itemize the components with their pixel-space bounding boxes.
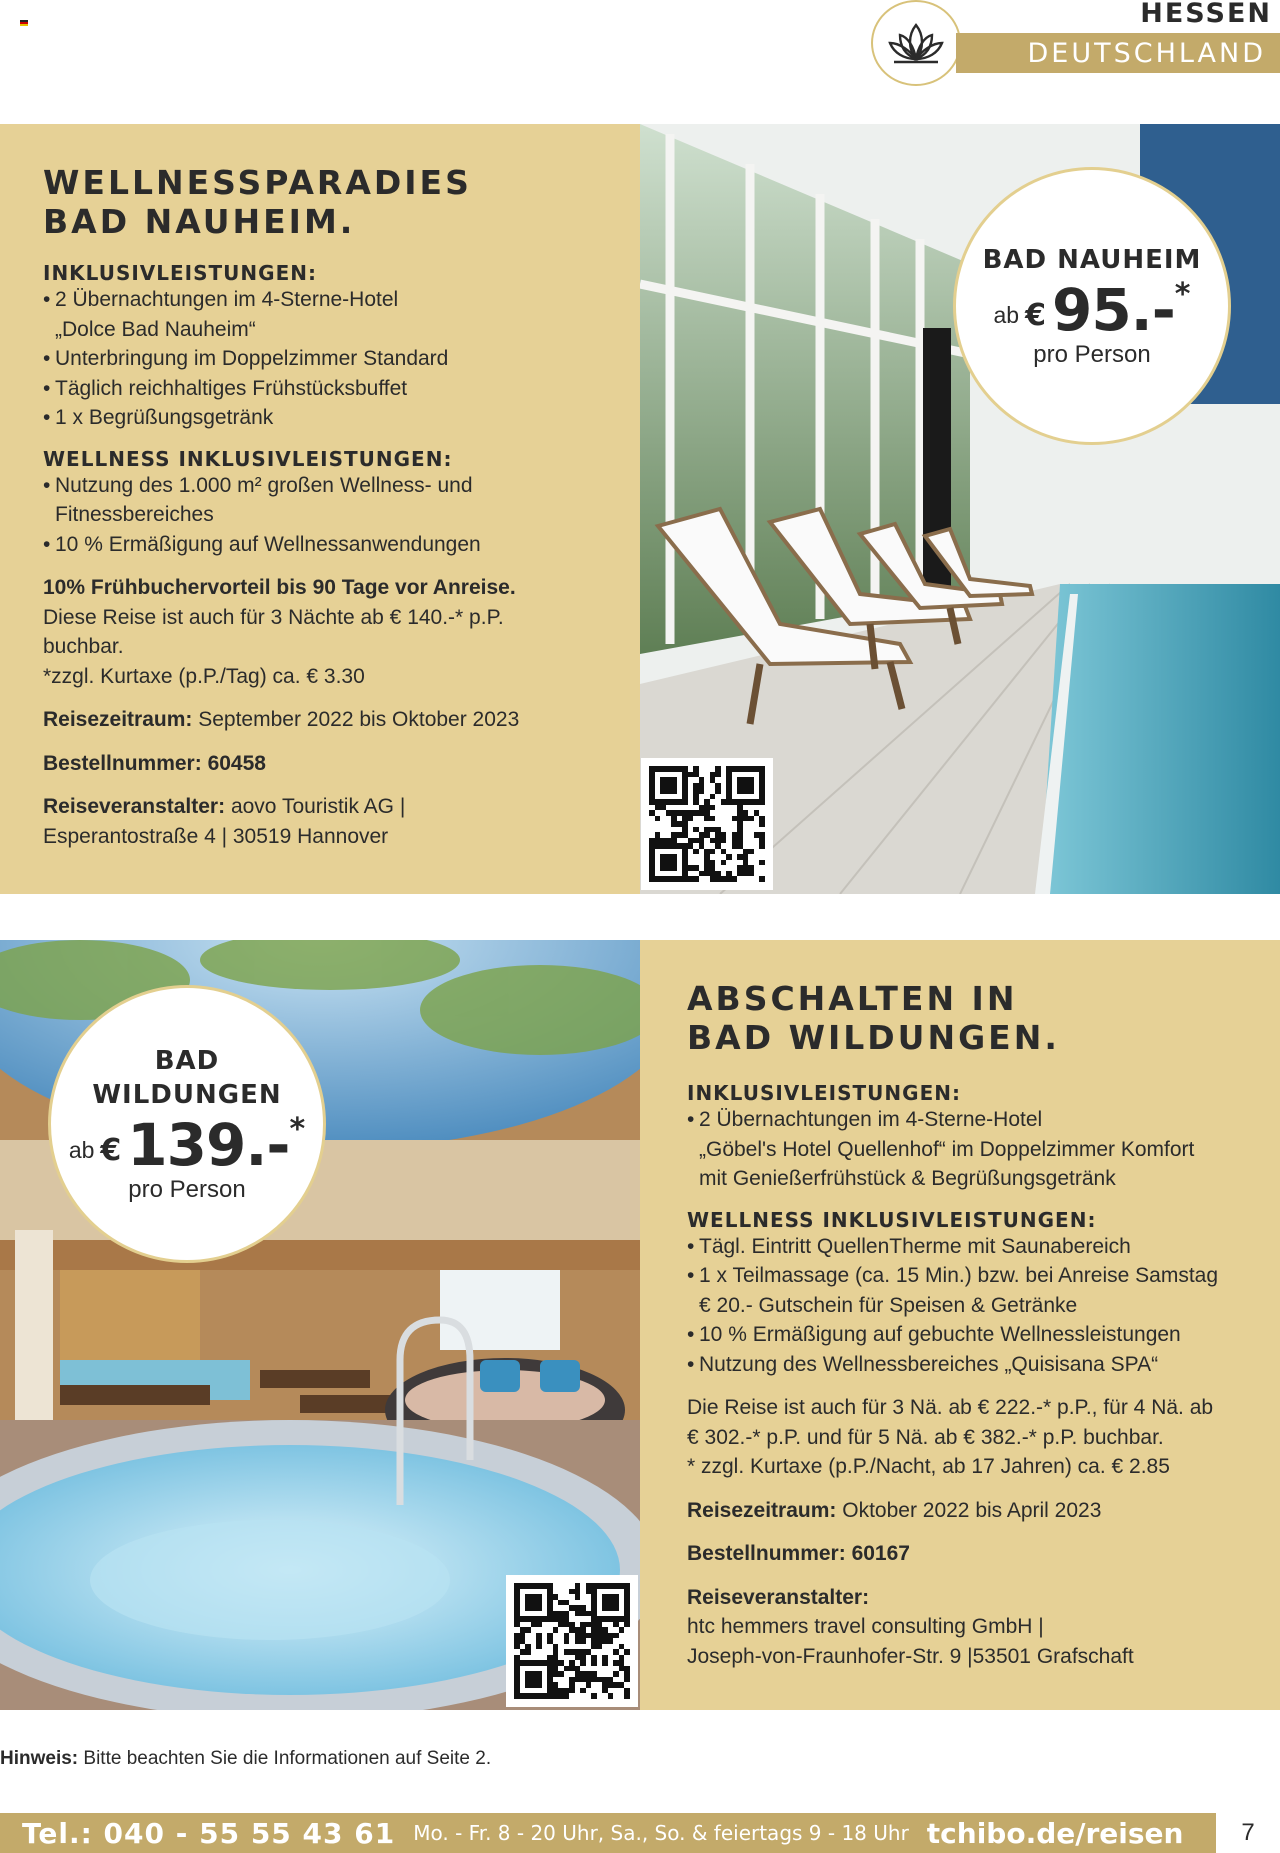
offer2-incl-heading: INKLUSIVLEISTUNGEN:: [687, 1081, 961, 1105]
offer2-period: Reisezeitraum: Oktober 2022 bis April 2023: [687, 1498, 1102, 1522]
price-prefix: ab: [68, 1137, 95, 1163]
offer1-title-line1: WELLNESSPARADIES: [43, 163, 472, 202]
offer2-wellness-heading: WELLNESS INKLUSIVLEISTUNGEN:: [687, 1207, 1097, 1232]
offer1-qr-code[interactable]: [641, 758, 773, 890]
price-per-person: pro Person: [128, 1176, 246, 1203]
price-city: [92, 1044, 281, 1112]
offer2-title-line2: BAD WILDUNGEN.: [687, 1018, 1060, 1057]
offer1-order-number: Bestellnummer: 60458: [43, 751, 266, 775]
price-currency: €: [1025, 298, 1046, 333]
hint-label: Hinweis:: [0, 1748, 79, 1769]
price-amount: 95.-: [1051, 276, 1175, 344]
offer2-extra-line: Die Reise ist auch für 3 Nä. ab € 222.-* p.P., für 4 Nä. ab: [687, 1396, 1214, 1419]
list-item: • 2 Übernachtungen im 4-Sterne-Hotel: [687, 1108, 1043, 1131]
price-amount: 139.-: [127, 1111, 290, 1179]
price-currency: €: [100, 1133, 122, 1168]
price-city: BAD NAUHEIM: [982, 245, 1202, 275]
qr-code-icon: [649, 766, 765, 882]
offer2-content: [687, 979, 1277, 1671]
hint-note: [0, 1748, 491, 1770]
offer2-extra-line: € 302.-* p.P. und für 5 Nä. ab € 382.-* p.P. buchbar.: [687, 1425, 1164, 1449]
offer1-early-bird: 10% Frühbuchervorteil bis 90 Tage vor Anreise.: [43, 576, 516, 599]
offer1-title: [43, 163, 633, 241]
german-flag-icon: [20, 20, 28, 26]
price-per-person: pro Person: [1033, 341, 1151, 368]
price-asterisk: *: [289, 1112, 306, 1147]
offer1-incl-heading: INKLUSIVLEISTUNGEN:: [43, 261, 317, 285]
offer2-title-line1: ABSCHALTEN IN: [687, 979, 1018, 1018]
list-item: mit Genießerfrühstück & Begrüßungsgetränk: [699, 1167, 1116, 1190]
offer2-operator: htc hemmers travel consulting GmbH |: [687, 1615, 1044, 1638]
offer2-price-badge: [48, 985, 326, 1263]
offer2-extra-line: * zzgl. Kurtaxe (p.P./Nacht, ab 17 Jahren) ca. € 2.85: [687, 1455, 1170, 1478]
offer1-period: Reisezeitraum: September 2022 bis Oktober 2023: [43, 708, 520, 731]
list-item: • Unterbringung im Doppelzimmer Standard: [43, 347, 449, 370]
list-item: • Täglich reichhaltiges Frühstücksbuffet: [43, 376, 408, 400]
offer2-title: [687, 979, 1277, 1057]
price-row: [68, 1111, 306, 1179]
list-item: • 1 x Teilmassage (ca. 15 Min.) bzw. bei Anreise Samstag: [687, 1264, 1219, 1287]
list-item: • Nutzung des Wellnessbereiches „Quisisana SPA“: [687, 1352, 1159, 1376]
footer-bar: [0, 1813, 1280, 1853]
offer2-operator-label: Reiseveranstalter:: [687, 1585, 870, 1609]
price-city-line1: BAD: [154, 1046, 220, 1076]
list-item: • Nutzung des 1.000 m² großen Wellness- und: [43, 473, 473, 497]
offer1-extra-line: Diese Reise ist auch für 3 Nächte ab € 140.-* p.P.: [43, 605, 504, 629]
footer-phone[interactable]: Tel.: 040 - 55 55 43 61: [22, 1816, 396, 1850]
offer2-operator-address: Joseph-von-Fraunhofer-Str. 9 |53501 Grafschaft: [687, 1644, 1134, 1668]
list-item: „Göbel's Hotel Quellenhof“ im Doppelzimmer Komfort: [699, 1137, 1195, 1161]
price-prefix: ab: [993, 302, 1020, 328]
offer1-operator: Reiseveranstalter: aovo Touristik AG |: [43, 795, 406, 818]
list-item: • Tägl. Eintritt QuellenTherme mit Saunabereich: [687, 1234, 1131, 1258]
offer1-operator-address: Esperantostraße 4 | 30519 Hannover: [43, 824, 389, 848]
offer1-price-badge: [953, 167, 1231, 445]
list-item: • 10 % Ermäßigung auf gebuchte Wellnessleistungen: [687, 1323, 1181, 1346]
country-label: DEUTSCHLAND: [1027, 37, 1266, 69]
price-city-line2: WILDUNGEN: [92, 1080, 282, 1110]
list-item: • 1 x Begrüßungsgetränk: [43, 406, 274, 429]
offer2-qr-code[interactable]: [506, 1575, 638, 1707]
offer1-wellness-heading: WELLNESS INKLUSIVLEISTUNGEN:: [43, 446, 453, 471]
list-item: „Dolce Bad Nauheim“: [55, 317, 256, 341]
offer2-order-number: Bestellnummer: 60167: [687, 1542, 910, 1565]
page-number: 7: [1216, 1813, 1280, 1853]
list-item: • 10 % Ermäßigung auf Wellnessanwendungen: [43, 532, 481, 556]
price-row: [993, 276, 1191, 344]
country-banner: [956, 33, 1280, 73]
lotus-icon: [884, 21, 948, 65]
footer-website-link[interactable]: tchibo.de/reisen: [926, 1816, 1184, 1850]
offer1-extra-line: *zzgl. Kurtaxe (p.P./Tag) ca. € 3.30: [43, 664, 365, 688]
region-heading: HESSEN: [1140, 0, 1272, 29]
qr-code-icon: [514, 1583, 630, 1699]
list-item: € 20.- Gutschein für Speisen & Getränke: [699, 1293, 1078, 1317]
offer1-extra-line: buchbar.: [43, 635, 124, 658]
offer1-content: [43, 163, 633, 851]
lotus-logo: [871, 0, 961, 86]
footer-hours: Mo. - Fr. 8 - 20 Uhr, Sa., So. & feiertags 9 - 18 Uhr: [413, 1821, 909, 1845]
list-item: Fitnessbereiches: [55, 503, 214, 526]
offer1-title-line2: BAD NAUHEIM.: [43, 202, 356, 241]
hint-text: Bitte beachten Sie die Informationen auf Seite 2.: [83, 1748, 492, 1769]
list-item: • 2 Übernachtungen im 4-Sterne-Hotel: [43, 288, 399, 311]
price-asterisk: *: [1174, 277, 1191, 312]
